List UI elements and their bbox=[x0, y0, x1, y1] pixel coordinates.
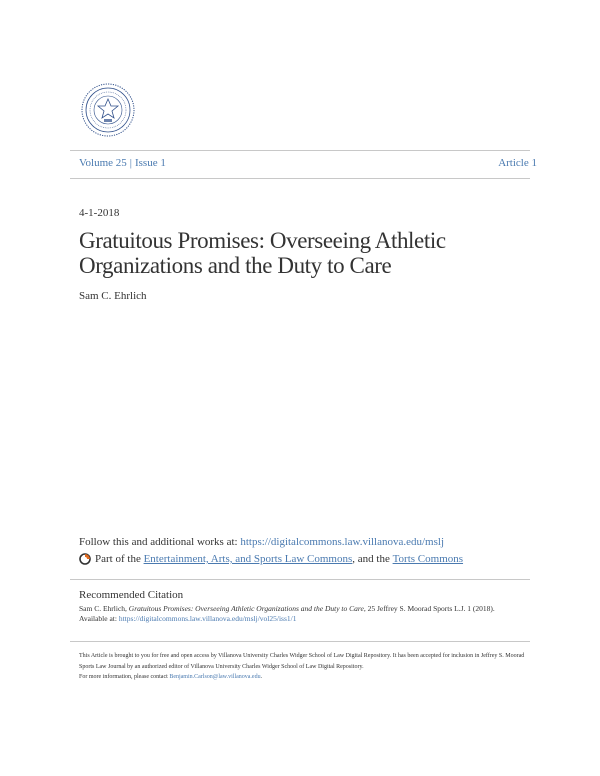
header-bottom-rule bbox=[70, 178, 530, 179]
article-number-link[interactable]: Article 1 bbox=[498, 157, 537, 169]
volume-link[interactable]: Volume 25 bbox=[79, 157, 127, 169]
follow-line bbox=[79, 536, 444, 548]
volume-issue-separator: | bbox=[129, 157, 132, 169]
access-notice bbox=[79, 651, 539, 683]
contact-suffix: . bbox=[260, 674, 263, 680]
citation-author: Sam C. Ehrlich, bbox=[79, 604, 129, 613]
citation-source: , 25 Jeffrey S. Moorad Sports L.J. 1 (2018). bbox=[363, 604, 495, 613]
article-title: Gratuitous Promises: Overseeing Athletic Organizations and the Duty to Care bbox=[79, 228, 446, 278]
citation-url-link[interactable]: https://digitalcommons.law.villanova.edu/mslj/vol25/iss1/1 bbox=[118, 614, 297, 623]
issue-link[interactable]: Issue 1 bbox=[134, 157, 166, 169]
publication-date: 4-1-2018 bbox=[79, 207, 120, 219]
follow-prefix: Follow this and additional works at: bbox=[79, 536, 241, 548]
part-of-mid: , and the bbox=[352, 553, 390, 565]
commons-link-entertainment[interactable]: Entertainment, Arts, and Sports Law Commons bbox=[143, 553, 353, 565]
network-logo-icon bbox=[79, 553, 91, 565]
recommended-citation-heading: Recommended Citation bbox=[79, 589, 184, 601]
citation-top-rule bbox=[70, 579, 530, 580]
header-top-rule bbox=[70, 150, 530, 151]
notice-text: This Article is brought to you for free and open access by Villanova University Charles Widger School of Law Digital Repository. It has been accepted for inclusion in Jeffrey S. Moorad Sports Law Journal by an authorized editor of Villanova University Charles Widger School of Law Digital Repository. bbox=[79, 653, 525, 670]
contact-email-link[interactable]: Benjamin.Carlson@law.villanova.edu bbox=[169, 674, 261, 680]
part-of-line bbox=[79, 553, 463, 565]
available-at-label: Available at: bbox=[79, 614, 119, 623]
notice-top-rule bbox=[70, 641, 530, 642]
author-name[interactable]: Sam C. Ehrlich bbox=[79, 290, 147, 302]
repository-link[interactable]: https://digitalcommons.law.villanova.edu/mslj bbox=[240, 536, 445, 548]
contact-prefix: For more information, please contact bbox=[79, 674, 170, 680]
university-seal-logo bbox=[80, 82, 136, 138]
citation-title: Gratuitous Promises: Overseeing Athletic Organizations and the Duty to Care bbox=[128, 604, 364, 613]
volume-issue-line bbox=[79, 157, 166, 169]
commons-link-torts[interactable]: Torts Commons bbox=[392, 553, 464, 565]
citation-text bbox=[79, 604, 539, 624]
part-of-prefix: Part of the bbox=[95, 553, 141, 565]
